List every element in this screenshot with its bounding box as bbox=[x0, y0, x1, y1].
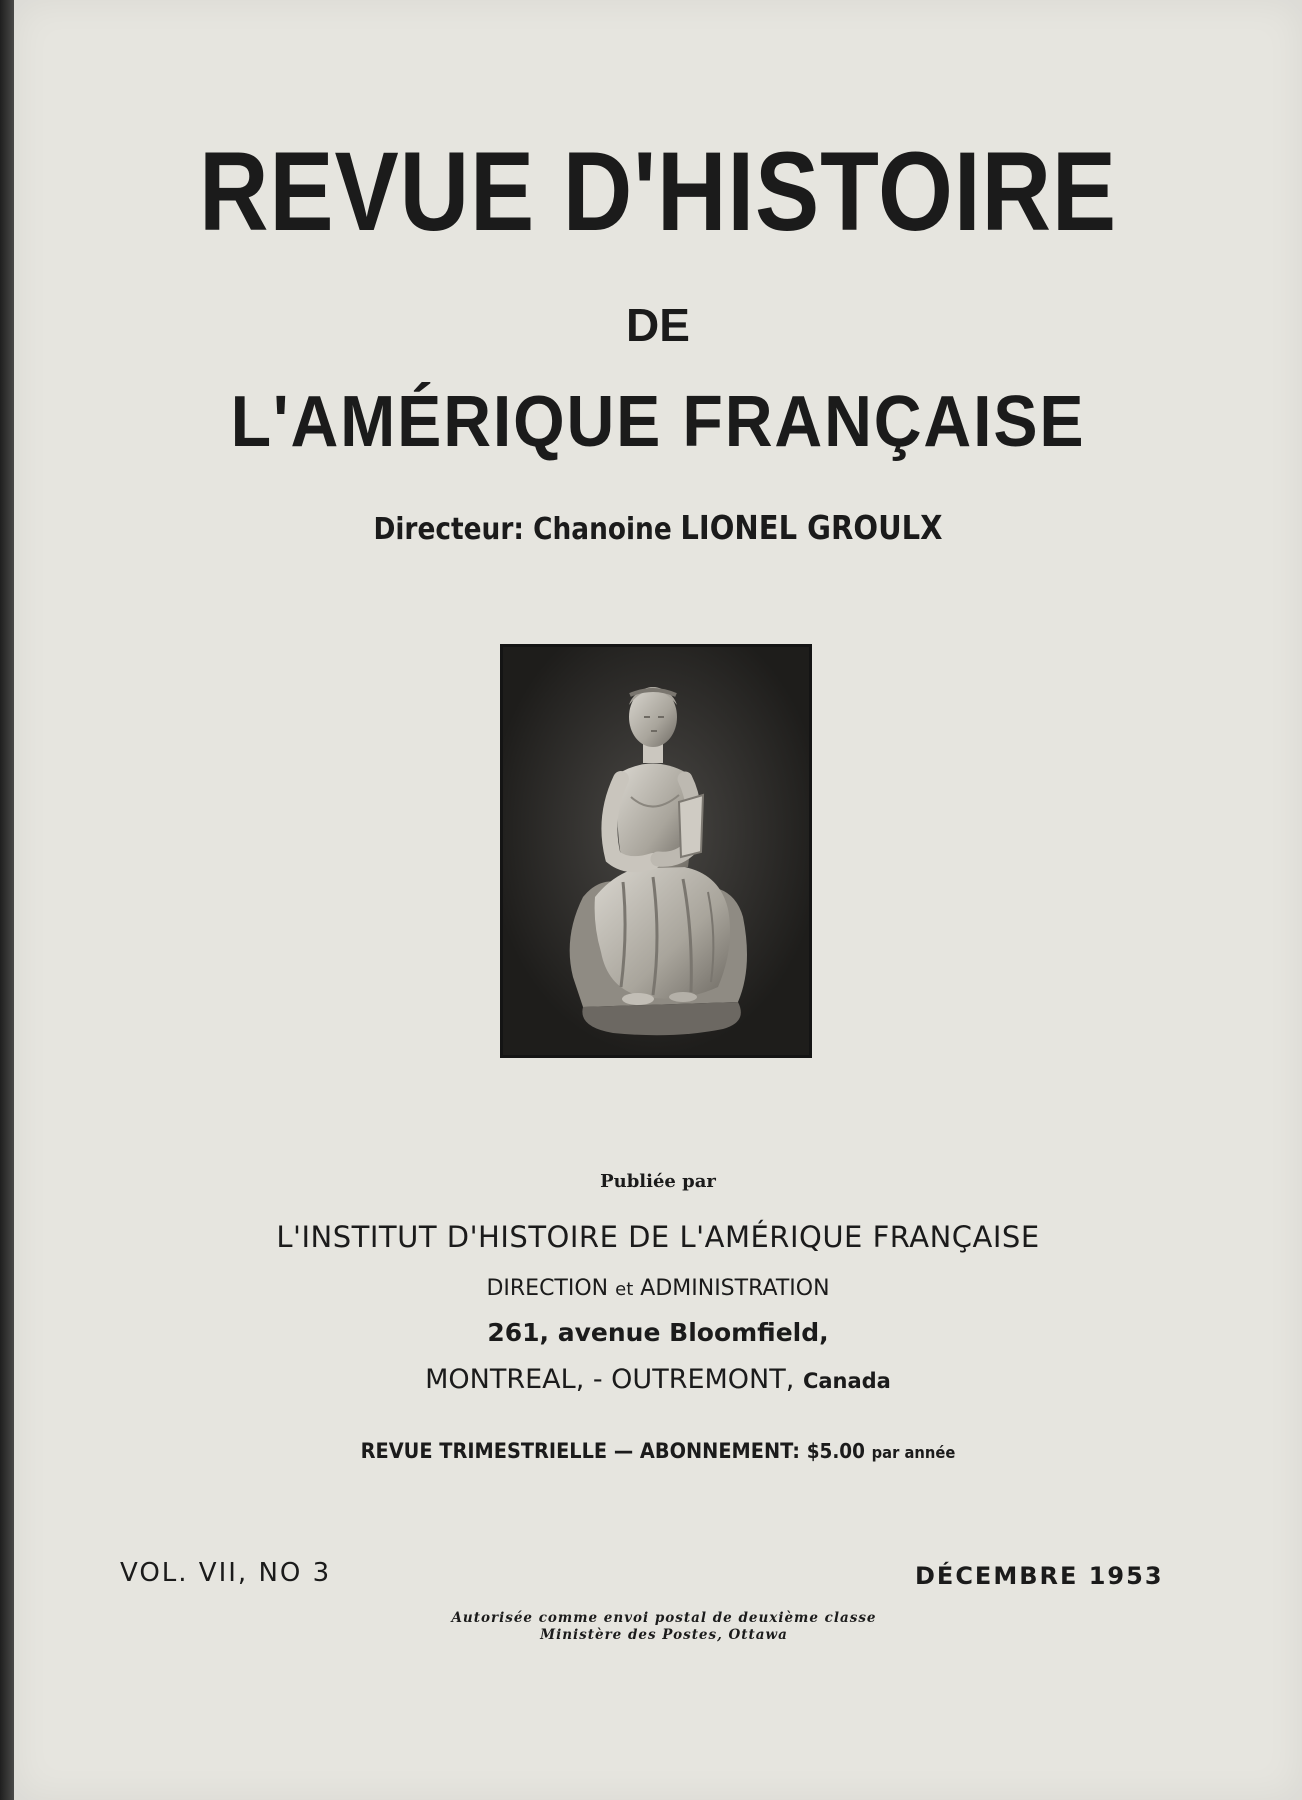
cover-left-edge bbox=[0, 0, 14, 1800]
subscription-period: par année bbox=[871, 1443, 956, 1462]
journal-cover bbox=[14, 0, 1302, 1800]
director-line bbox=[91, 508, 1224, 550]
director-label: Directeur: Chanoine bbox=[373, 512, 672, 547]
address-country: Canada bbox=[802, 1369, 891, 1393]
address-street: 261, avenue Bloomfield, bbox=[487, 1318, 829, 1347]
postal-authorization-line1: Autorisée comme envoi postal de deuxième classe bbox=[451, 1610, 877, 1626]
subscription-label: ABONNEMENT: bbox=[639, 1439, 800, 1463]
issue-date: DÉCEMBRE 1953 bbox=[915, 1562, 1164, 1590]
address-city: MONTREAL, - OUTREMONT, bbox=[425, 1364, 795, 1395]
publisher-label: Publiée par bbox=[600, 1171, 716, 1192]
direction-line bbox=[14, 1274, 1302, 1305]
statue-illustration bbox=[503, 647, 809, 1055]
journal-title-connector: DE bbox=[626, 299, 690, 351]
direction-label: DIRECTION bbox=[486, 1276, 609, 1301]
journal-subtitle: L'AMÉRIQUE FRANÇAISE bbox=[230, 382, 1086, 462]
subscription-price: $5.00 bbox=[806, 1439, 865, 1463]
direction-et: et bbox=[615, 1279, 634, 1300]
postal-authorization-line2: Ministère des Postes, Ottawa bbox=[540, 1627, 788, 1643]
director-name: LIONEL GROULX bbox=[680, 508, 943, 547]
address-city-line bbox=[14, 1362, 1302, 1399]
administration-label: ADMINISTRATION bbox=[640, 1276, 830, 1301]
publication-frequency: REVUE TRIMESTRIELLE bbox=[360, 1439, 608, 1463]
volume-number: VOL. VII, NO 3 bbox=[120, 1558, 332, 1588]
journal-title: REVUE D'HISTOIRE bbox=[199, 129, 1117, 254]
subscription-dash: — bbox=[613, 1439, 634, 1463]
publisher-name: L'INSTITUT D'HISTOIRE DE L'AMÉRIQUE FRANÇAISE bbox=[276, 1220, 1040, 1254]
cover-statue-photo bbox=[500, 644, 812, 1058]
subscription-line bbox=[66, 1436, 1251, 1468]
